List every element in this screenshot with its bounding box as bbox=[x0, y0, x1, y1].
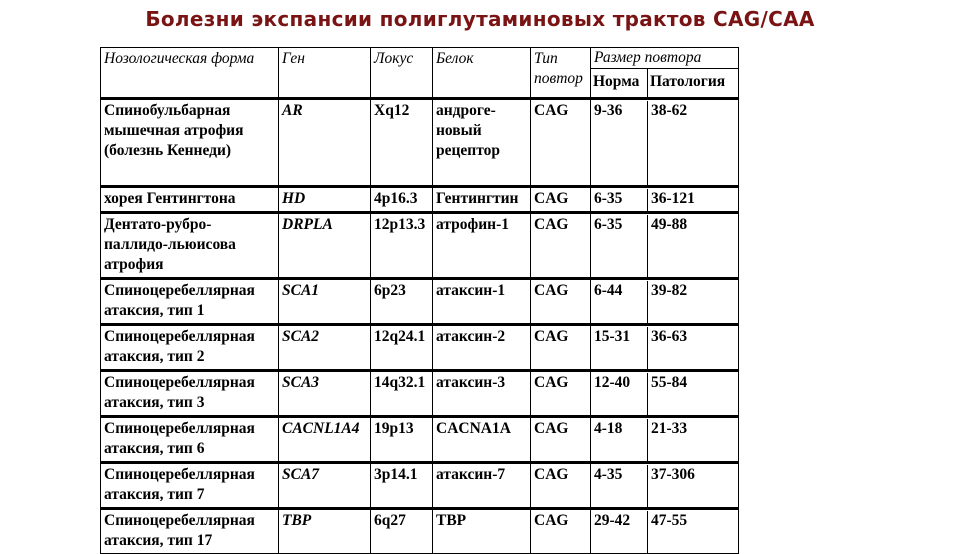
norm-value: 4-35 bbox=[591, 465, 648, 507]
gene-cell: CACNL1A4 bbox=[279, 417, 371, 463]
table-row bbox=[101, 187, 739, 213]
table-row bbox=[101, 417, 739, 463]
protein-cell: андроге-новый рецептор bbox=[433, 99, 531, 187]
header-locus: Локус bbox=[371, 48, 433, 99]
repeat-size-cell bbox=[591, 279, 739, 325]
disease-table bbox=[100, 47, 739, 554]
gene-cell: SCA3 bbox=[279, 371, 371, 417]
table-row bbox=[101, 213, 739, 279]
header-protein: Белок bbox=[433, 48, 531, 99]
repeat-size-cell bbox=[591, 371, 739, 417]
norm-value: 9-36 bbox=[591, 101, 648, 185]
locus-cell: 3p14.1 bbox=[371, 463, 433, 509]
locus-cell: 19p13 bbox=[371, 417, 433, 463]
locus-cell: 14q32.1 bbox=[371, 371, 433, 417]
disease-name-cell: Спиноцеребеллярная атаксия, тип 17 bbox=[101, 509, 279, 554]
locus-cell: 4p16.3 bbox=[371, 187, 433, 213]
header-pathology: Патология bbox=[650, 73, 726, 90]
table-header-row bbox=[101, 48, 739, 99]
gene-cell: DRPLA bbox=[279, 213, 371, 279]
repeat-type-cell: CAG bbox=[531, 509, 591, 554]
repeat-type-cell: CAG bbox=[531, 325, 591, 371]
norm-value: 29-42 bbox=[591, 511, 648, 553]
disease-name-cell: хорея Гентингтона bbox=[101, 187, 279, 213]
repeat-type-cell: CAG bbox=[531, 99, 591, 187]
repeat-type-cell: CAG bbox=[531, 463, 591, 509]
disease-name-cell: Спиноцеребеллярная атаксия, тип 1 bbox=[101, 279, 279, 325]
repeat-type-cell: CAG bbox=[531, 213, 591, 279]
repeat-size-cell bbox=[591, 509, 739, 554]
protein-cell: атаксин-7 bbox=[433, 463, 531, 509]
disease-name-cell: Спиноцеребеллярная атаксия, тип 2 bbox=[101, 325, 279, 371]
protein-cell: атаксин-3 bbox=[433, 371, 531, 417]
header-form: Нозологическая форма bbox=[101, 48, 279, 99]
disease-name-cell: Спинобульбарная мышечная атрофия (болезнь Кеннеди) bbox=[101, 99, 279, 187]
header-size bbox=[591, 48, 739, 99]
gene-cell: SCA1 bbox=[279, 279, 371, 325]
gene-cell: SCA2 bbox=[279, 325, 371, 371]
repeat-type-cell: CAG bbox=[531, 187, 591, 213]
repeat-type-cell: CAG bbox=[531, 279, 591, 325]
locus-cell: 12p13.3 bbox=[371, 213, 433, 279]
pathology-value: 36-63 bbox=[651, 328, 688, 345]
header-size-caption: Размер повтора bbox=[594, 49, 702, 66]
repeat-type-cell: CAG bbox=[531, 371, 591, 417]
norm-value: 6-35 bbox=[591, 215, 648, 277]
disease-name-cell: Дентато-рубро-паллидо-льюисова атрофия bbox=[101, 213, 279, 279]
table-row bbox=[101, 325, 739, 371]
disease-name-cell: Спиноцеребеллярная атаксия, тип 6 bbox=[101, 417, 279, 463]
pathology-value: 38-62 bbox=[651, 102, 688, 119]
table-row bbox=[101, 371, 739, 417]
pathology-value: 37-306 bbox=[651, 466, 695, 483]
repeat-size-cell bbox=[591, 187, 739, 213]
gene-cell: TBP bbox=[279, 509, 371, 554]
table-row bbox=[101, 99, 739, 187]
pathology-value: 39-82 bbox=[651, 282, 688, 299]
norm-value: 6-35 bbox=[591, 189, 648, 211]
table-row bbox=[101, 279, 739, 325]
gene-cell: AR bbox=[279, 99, 371, 187]
gene-cell: HD bbox=[279, 187, 371, 213]
repeat-size-cell bbox=[591, 99, 739, 187]
pathology-value: 47-55 bbox=[651, 512, 688, 529]
protein-cell: Гентингтин bbox=[433, 187, 531, 213]
repeat-size-cell bbox=[591, 463, 739, 509]
norm-value: 4-18 bbox=[591, 419, 648, 461]
disease-name-cell: Спиноцеребеллярная атаксия, тип 3 bbox=[101, 371, 279, 417]
disease-name-cell: Спиноцеребеллярная атаксия, тип 7 bbox=[101, 463, 279, 509]
gene-cell: SCA7 bbox=[279, 463, 371, 509]
protein-cell: атаксин-1 bbox=[433, 279, 531, 325]
table-row bbox=[101, 463, 739, 509]
table-row bbox=[101, 509, 739, 554]
pathology-value: 49-88 bbox=[651, 216, 688, 233]
locus-cell: 6p23 bbox=[371, 279, 433, 325]
locus-cell: 6q27 bbox=[371, 509, 433, 554]
protein-cell: атрофин-1 bbox=[433, 213, 531, 279]
repeat-size-cell bbox=[591, 213, 739, 279]
protein-cell: CACNA1A bbox=[433, 417, 531, 463]
pathology-value: 36-121 bbox=[651, 190, 695, 207]
page-title: Болезни экспансии полиглутаминовых трактов CAG/CAA bbox=[145, 7, 815, 31]
pathology-value: 21-33 bbox=[651, 420, 688, 437]
protein-cell: TBP bbox=[433, 509, 531, 554]
norm-value: 15-31 bbox=[591, 327, 648, 369]
norm-value: 6-44 bbox=[591, 281, 648, 323]
header-norm: Норма bbox=[591, 69, 648, 97]
locus-cell: Xq12 bbox=[371, 99, 433, 187]
repeat-type-cell: CAG bbox=[531, 417, 591, 463]
repeat-size-cell bbox=[591, 325, 739, 371]
protein-cell: атаксин-2 bbox=[433, 325, 531, 371]
locus-cell: 12q24.1 bbox=[371, 325, 433, 371]
header-gene: Ген bbox=[279, 48, 371, 99]
repeat-size-cell bbox=[591, 417, 739, 463]
pathology-value: 55-84 bbox=[651, 374, 688, 391]
header-repeat-type: Тип повтор bbox=[531, 48, 591, 99]
norm-value: 12-40 bbox=[591, 373, 648, 415]
